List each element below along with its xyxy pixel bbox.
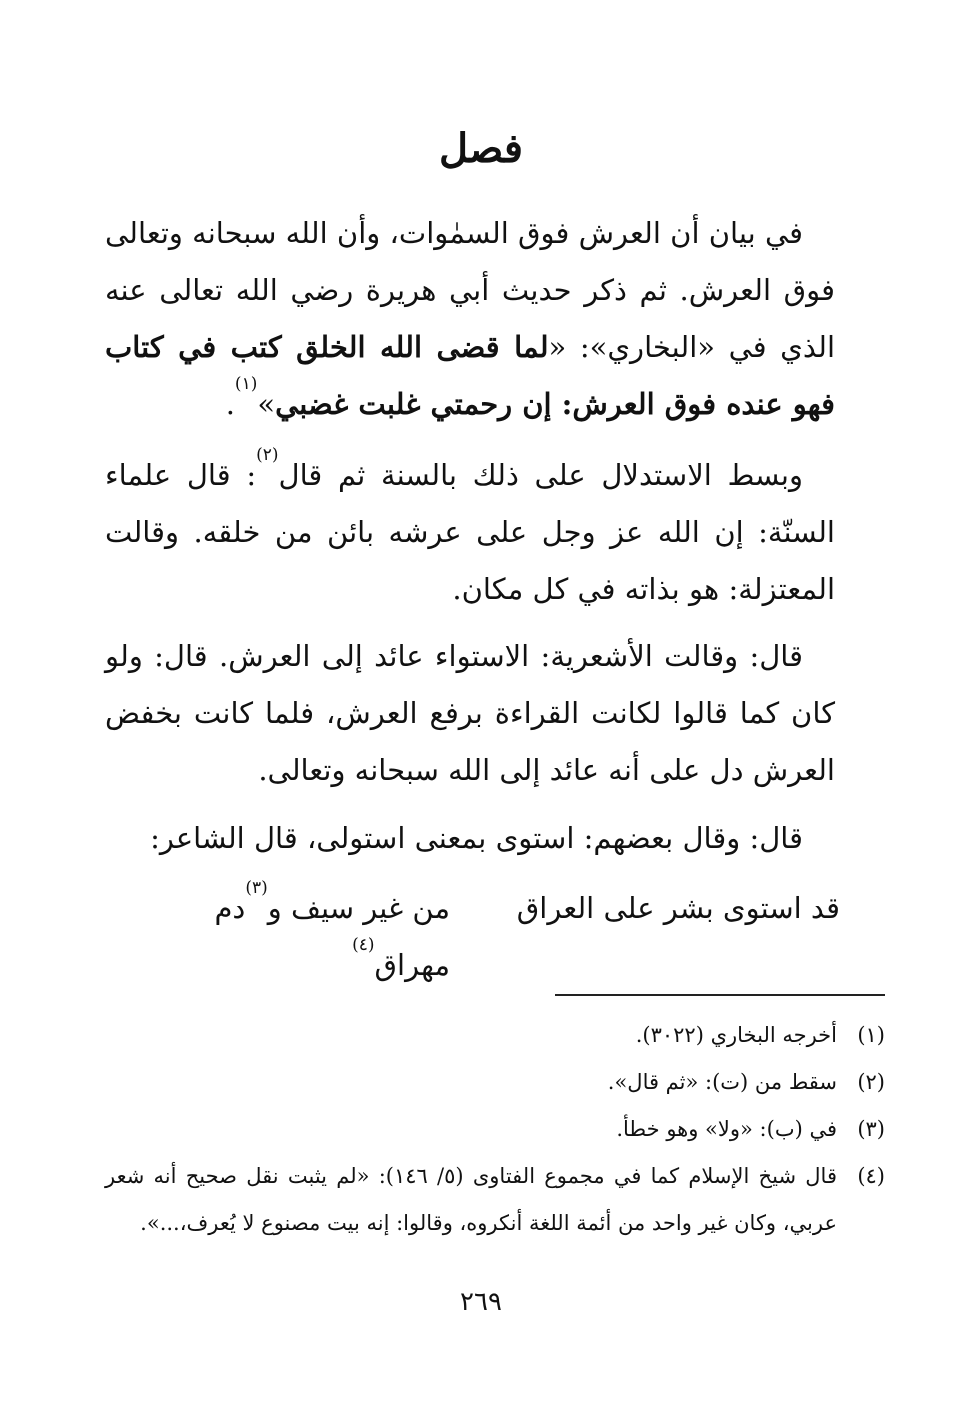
- page-number: ٢٦٩: [460, 1287, 502, 1317]
- footnote-divider: [555, 994, 885, 996]
- paragraph-2-text-b: : قال علماء السنّة: إن الله عز وجل على عرشه بائن من خلقه. وقالت المعتزلة: هو بذاته في كل مكان.: [105, 458, 835, 606]
- hadith-quote: لما قضى الله الخلق كتب في كتاب فهو عنده فوق العرش: إن رحمتي غلبت غضبي: [105, 330, 835, 421]
- footnote-number: (١): [857, 1023, 885, 1047]
- footnote-text: سقط من (ت): «ثم قال».: [607, 1070, 837, 1094]
- footnote-number: (٤): [857, 1164, 885, 1188]
- section-title: فصل: [438, 125, 524, 172]
- footnote-text: في (ب): «ولا» وهو خطأ.: [616, 1117, 837, 1141]
- footnote-ref-4[interactable]: (٤): [352, 935, 375, 955]
- verse-hemistich-2-b: دم مهراق: [214, 891, 450, 982]
- verse-hemistich-2: [110, 880, 450, 994]
- paragraph-3-text: قال: وقالت الأشعرية: الاستواء عائد إلى العرش. قال: ولو كان كما قالوا لكانت القراءة برفع العرش، فلما كانت بخفض العرش دل على أنه عائد إلى الله سبحانه وتعالى.: [105, 639, 835, 787]
- paragraph-4: [105, 810, 835, 867]
- footnote-number: (٣): [857, 1117, 885, 1141]
- poetry-verse: [110, 878, 840, 982]
- footnote-1: [105, 1012, 885, 1059]
- footnote-2: [105, 1059, 885, 1106]
- footnote-ref-3[interactable]: (٣): [245, 878, 268, 898]
- paragraph-1-text-c: .: [225, 387, 235, 421]
- verse-hemistich-1: قد استوى بشر على العراق: [516, 891, 840, 925]
- paragraph-3: [105, 628, 835, 799]
- footnote-4: [105, 1153, 885, 1247]
- paragraph-2: [105, 447, 835, 618]
- footnote-text: أخرجه البخاري (٣٠٢٢).: [635, 1023, 837, 1047]
- footnote-ref-2[interactable]: (٢): [256, 445, 279, 465]
- verse-hemistich-2-a: من غير سيف و: [267, 891, 450, 925]
- footnote-ref-1[interactable]: (١): [234, 374, 258, 394]
- footnote-text: قال شيخ الإسلام كما في مجموع الفتاوى (٥/ ١٤٦): «لم يثبت نقل صحيح أنه شعر عربي، وكان غير واحد من أئمة اللغة أنكروه، وقالوا: إنه بيت مصنوع لا يُعرف،...».: [105, 1164, 837, 1235]
- paragraph-1-text-b: »: [257, 387, 276, 421]
- paragraph-1: [105, 205, 835, 433]
- paragraph-4-text: قال: وقال بعضهم: استوى بمعنى استولى، قال الشاعر:: [150, 821, 803, 855]
- footnotes: [105, 1012, 885, 1247]
- footnote-3: [105, 1106, 885, 1153]
- paragraph-2-text-a: وبسط الاستدلال على ذلك بالسنة ثم قال: [278, 458, 803, 492]
- paragraph-1-text-a: في بيان أن العرش فوق السمٰوات، وأن الله سبحانه وتعالى فوق العرش. ثم ذكر حديث أبي هريرة رضي الله تعالى عنه الذي في «البخاري»: «: [105, 216, 835, 364]
- footnote-number: (٢): [857, 1070, 885, 1094]
